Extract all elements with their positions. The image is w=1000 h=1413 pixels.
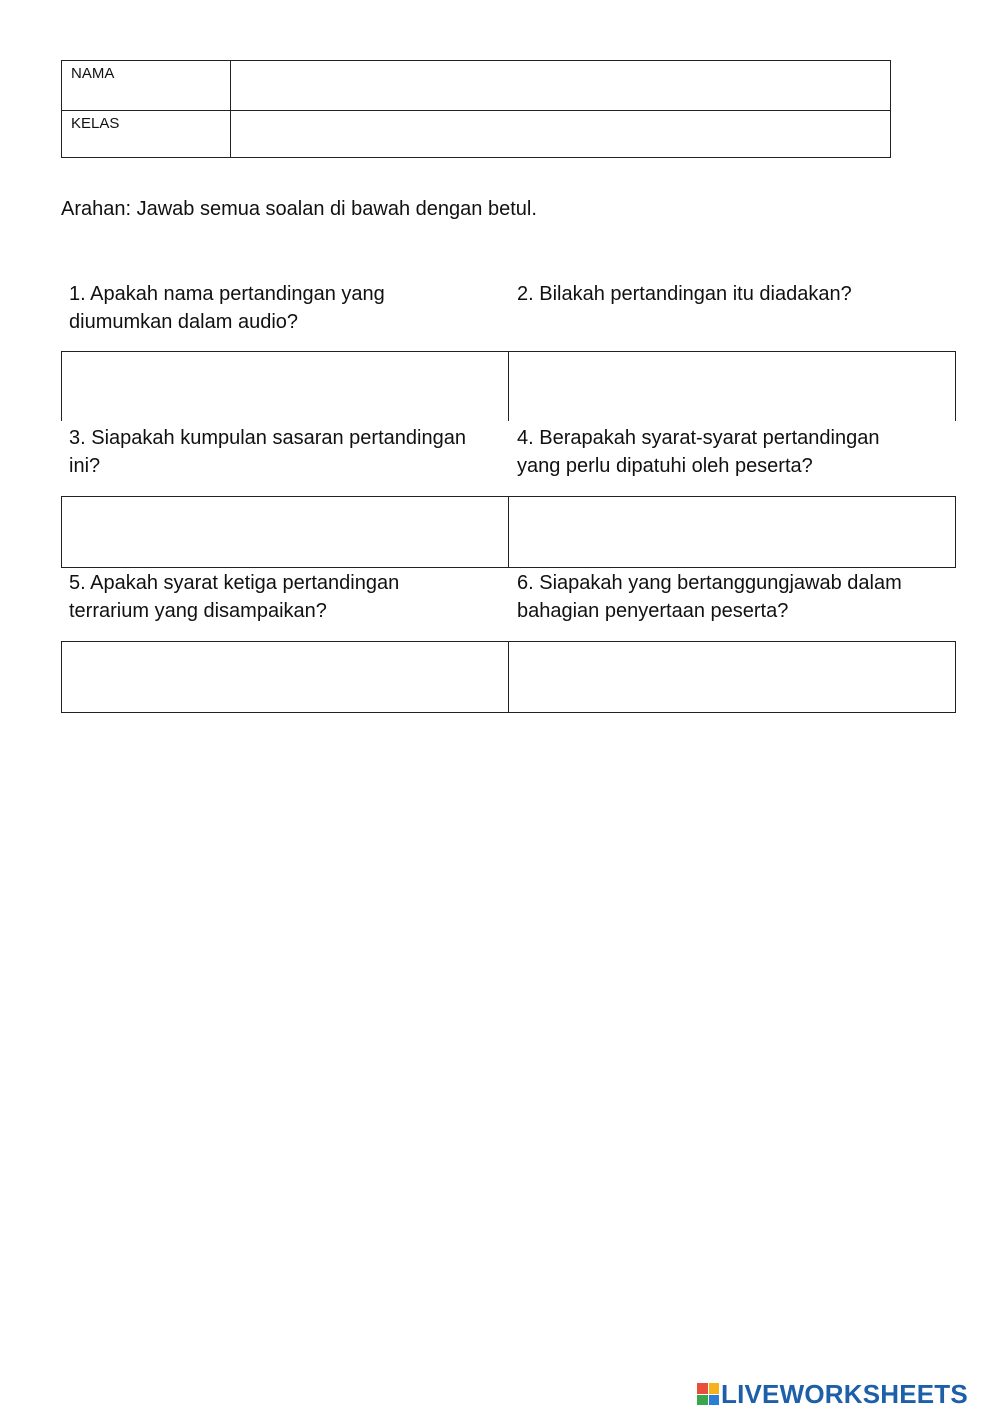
question-3-line1: 3. Siapakah kumpulan sasaran pertandingan — [69, 427, 466, 449]
student-info-table — [61, 60, 891, 158]
liveworksheets-logo-icon — [697, 1383, 719, 1405]
question-5-line1: 5. Apakah syarat ketiga pertandingan — [69, 572, 400, 594]
brand-text: LIVEWORKSHEETS — [721, 1378, 968, 1409]
question-6-line1: 6. Siapakah yang bertanggungjawab dalam — [517, 572, 902, 594]
question-2 — [517, 280, 947, 308]
answer-box-2[interactable] — [508, 351, 956, 421]
logo-square-tl — [697, 1383, 708, 1394]
name-label: NAMA — [62, 61, 231, 110]
question-6-line2: bahagian penyertaan peserta? — [517, 600, 789, 622]
question-6 — [517, 569, 947, 625]
class-field[interactable] — [231, 111, 890, 157]
question-4-line1: 4. Berapakah syarat-syarat pertandingan — [517, 427, 880, 449]
logo-square-tr — [709, 1383, 720, 1394]
logo-square-br — [709, 1395, 720, 1406]
question-1-line2: diumumkan dalam audio? — [69, 311, 299, 333]
name-field[interactable] — [231, 61, 890, 110]
question-1-line1: 1. Apakah nama pertandingan yang — [69, 283, 385, 305]
class-label: KELAS — [62, 111, 231, 157]
question-1 — [69, 280, 499, 336]
question-5 — [69, 569, 499, 625]
question-5-line2: terrarium yang disampaikan? — [69, 600, 327, 622]
class-row — [62, 111, 890, 157]
answer-box-5[interactable] — [61, 641, 509, 713]
question-3-line2: ini? — [69, 455, 101, 477]
liveworksheets-brand — [697, 1379, 968, 1409]
name-row — [62, 61, 890, 111]
question-3 — [69, 424, 504, 480]
instruction-text: Arahan: Jawab semua soalan di bawah dengan betul. — [61, 198, 537, 220]
logo-square-bl — [697, 1395, 708, 1406]
question-4-line2: yang perlu dipatuhi oleh peserta? — [517, 455, 813, 477]
answer-box-4[interactable] — [508, 496, 956, 568]
answer-box-6[interactable] — [508, 641, 956, 713]
answer-box-3[interactable] — [61, 496, 509, 568]
question-4 — [517, 424, 947, 480]
question-2-line1: 2. Bilakah pertandingan itu diadakan? — [517, 283, 852, 305]
answer-box-1[interactable] — [61, 351, 509, 421]
